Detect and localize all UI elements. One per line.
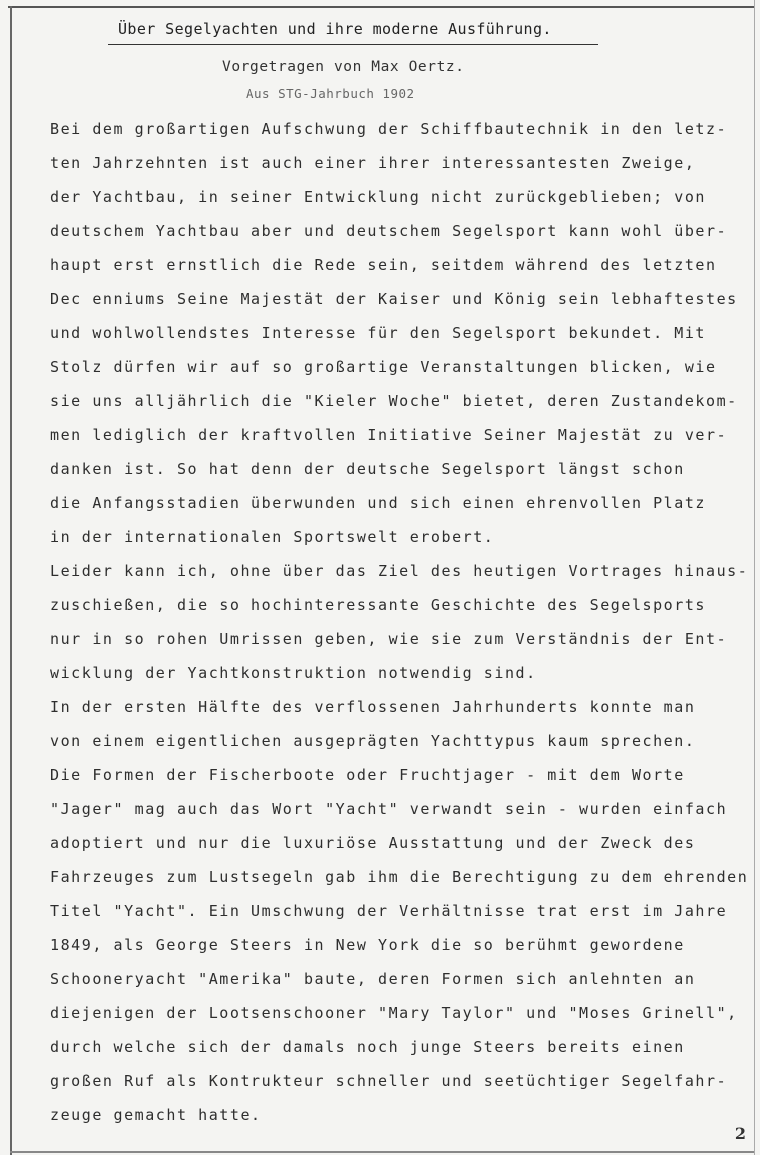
text-line: Stolz dürfen wir auf so großartige Veranstaltungen blicken, wie: [50, 358, 717, 376]
text-line: großen Ruf als Kontrukteur schneller und seetüchtiger Segelfahr-: [50, 1072, 728, 1090]
text-line: In der ersten Hälfte des verflossenen Jahrhunderts konnte man: [50, 698, 696, 716]
title-underline: [108, 44, 598, 45]
page-left-edge: [10, 6, 12, 1155]
page-top-edge: [8, 6, 754, 8]
text-line: und wohlwollendstes Interesse für den Segelsport bekundet. Mit: [50, 324, 707, 342]
text-line: haupt erst ernstlich die Rede sein, seitdem während des letzten: [50, 256, 717, 274]
text-line: Bei dem großartigen Aufschwung der Schiffbautechnik in den letz-: [50, 120, 728, 138]
document-title: Über Segelyachten und ihre moderne Ausführung.: [118, 20, 552, 38]
text-line: wicklung der Yachtkonstruktion notwendig sind.: [50, 664, 537, 682]
text-line: "Jager" mag auch das Wort "Yacht" verwandt sein - wurden einfach: [50, 800, 728, 818]
text-line: durch welche sich der damals noch junge Steers bereits einen: [50, 1038, 685, 1056]
text-line: sie uns alljährlich die "Kieler Woche" bietet, deren Zustandekom-: [50, 392, 738, 410]
author-byline: Vorgetragen von Max Oertz.: [222, 59, 465, 75]
page-bottom-edge: [10, 1151, 754, 1153]
text-line: nur in so rohen Umrissen geben, wie sie zum Verständnis der Ent-: [50, 630, 728, 648]
text-line: Fahrzeuges zum Lustsegeln gab ihm die Berechtigung zu dem ehrenden: [50, 868, 749, 886]
text-line: Titel "Yacht". Ein Umschwung der Verhältnisse trat erst im Jahre: [50, 902, 728, 920]
text-line: men lediglich der kraftvollen Initiative Seiner Majestät zu ver-: [50, 426, 728, 444]
text-line: Leider kann ich, ohne über das Ziel des heutigen Vortrages hinaus-: [50, 562, 749, 580]
text-line: in der internationalen Sportswelt erobert.: [50, 528, 495, 546]
text-line: Schooneryacht "Amerika" baute, deren Formen sich anlehnten an: [50, 970, 696, 988]
text-line: 1849, als George Steers in New York die so berühmt gewordene: [50, 936, 685, 954]
text-line: adoptiert und nur die luxuriöse Ausstattung und der Zweck des: [50, 834, 696, 852]
text-line: der Yachtbau, in seiner Entwicklung nicht zurückgeblieben; von: [50, 188, 707, 206]
text-line: Die Formen der Fischerboote oder Fruchtjager - mit dem Worte: [50, 766, 685, 784]
document-body: [50, 112, 750, 1132]
page-number: 2: [734, 1124, 746, 1143]
text-line: zeuge gemacht hatte.: [50, 1106, 262, 1124]
source-note: Aus STG-Jahrbuch 1902: [246, 86, 415, 101]
text-line: zuschießen, die so hochinteressante Geschichte des Segelsports: [50, 596, 707, 614]
text-line: von einem eigentlichen ausgeprägten Yachttypus kaum sprechen.: [50, 732, 696, 750]
text-line: die Anfangsstadien überwunden und sich einen ehrenvollen Platz: [50, 494, 707, 512]
text-line: danken ist. So hat denn der deutsche Segelsport längst schon: [50, 460, 685, 478]
text-line: deutschem Yachtbau aber und deutschem Segelsport kann wohl über-: [50, 222, 728, 240]
text-line: ten Jahrzehnten ist auch einer ihrer interessantesten Zweige,: [50, 154, 696, 172]
page-right-edge: [754, 0, 755, 1155]
text-line: diejenigen der Lootsenschooner "Mary Taylor" und "Moses Grinell",: [50, 1004, 738, 1022]
text-line: Dec enniums Seine Majestät der Kaiser und König sein lebhaftestes: [50, 290, 738, 308]
